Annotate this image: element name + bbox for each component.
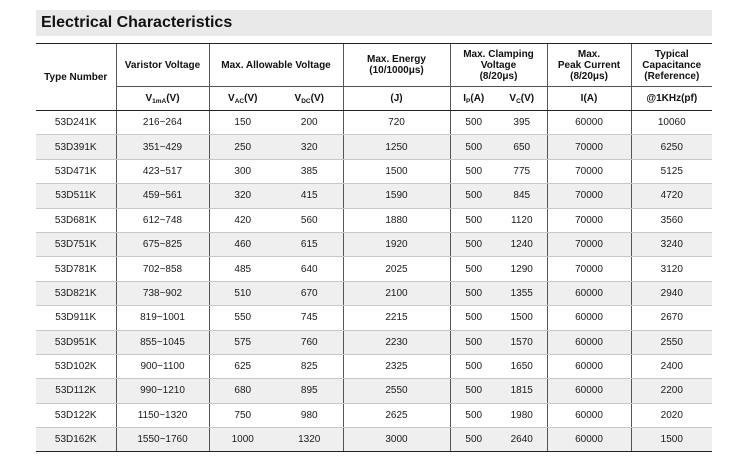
cell-ip: 500 xyxy=(450,257,497,281)
cell-type-number: 53D781K xyxy=(36,257,116,281)
cell-vdc: 320 xyxy=(276,135,343,159)
title-bar xyxy=(36,10,712,36)
unit-vdc: $V_{DC}(V)$ xyxy=(276,87,343,111)
cell-type-number: 53D821K xyxy=(36,281,116,305)
cell-vdc: 415 xyxy=(276,184,343,208)
table-row xyxy=(36,281,712,305)
cell-ip: 500 xyxy=(450,306,497,330)
cell-peak-current: 60000 xyxy=(547,306,631,330)
cell-vac: 1000 xyxy=(209,428,276,452)
cell-varistor-voltage: 1150~1320 xyxy=(116,403,209,427)
cell-vdc: 745 xyxy=(276,306,343,330)
unit-vac: $V_{AC}(V)$ xyxy=(209,87,276,111)
cell-ip: 500 xyxy=(450,208,497,232)
cell-type-number: 53D112K xyxy=(36,379,116,403)
header-max-peak-current xyxy=(547,44,631,87)
cell-type-number: 53D511K xyxy=(36,184,116,208)
cell-vc: 1650 xyxy=(497,354,547,378)
cell-vdc: 615 xyxy=(276,232,343,256)
cell-type-number: 53D162K xyxy=(36,428,116,452)
section-title: Electrical Characteristics xyxy=(41,14,233,31)
cell-varistor-voltage: 612~748 xyxy=(116,208,209,232)
cell-ip: 500 xyxy=(450,403,497,427)
cell-max-energy: 1590 xyxy=(343,184,450,208)
cell-peak-current: 70000 xyxy=(547,159,631,183)
cell-vdc: 1320 xyxy=(276,428,343,452)
cell-vac: 625 xyxy=(209,354,276,378)
header-cap-line1: Typical xyxy=(654,48,689,60)
header-clamp-line1: Max. Clamping xyxy=(463,48,534,60)
cell-type-number: 53D911K xyxy=(36,306,116,330)
table-row xyxy=(36,208,712,232)
cell-capacitance: 4720 xyxy=(631,184,712,208)
cell-varistor-voltage: 702~858 xyxy=(116,257,209,281)
cell-peak-current: 60000 xyxy=(547,379,631,403)
unit-vc: $V_C(V)$ xyxy=(497,87,547,111)
cell-capacitance: 2670 xyxy=(631,306,712,330)
cell-vc: 1290 xyxy=(497,257,547,281)
cell-max-energy: 2625 xyxy=(343,403,450,427)
cell-max-energy: 2100 xyxy=(343,281,450,305)
cell-vac: 460 xyxy=(209,232,276,256)
cell-vac: 575 xyxy=(209,330,276,354)
cell-max-energy: 2215 xyxy=(343,306,450,330)
cell-peak-current: 60000 xyxy=(547,403,631,427)
unit-peak-current: I(A) xyxy=(547,87,631,111)
table-body xyxy=(36,111,712,452)
cell-ip: 500 xyxy=(450,354,497,378)
cell-vc: 1120 xyxy=(497,208,547,232)
cell-type-number: 53D681K xyxy=(36,208,116,232)
cell-vc: 650 xyxy=(497,135,547,159)
unit-capacitance: @1KHz(pf) xyxy=(631,87,712,111)
cell-ip: 500 xyxy=(450,330,497,354)
cell-peak-current: 70000 xyxy=(547,232,631,256)
table-row xyxy=(36,354,712,378)
cell-varistor-voltage: 459~561 xyxy=(116,184,209,208)
cell-vac: 320 xyxy=(209,184,276,208)
cell-vc: 395 xyxy=(497,111,547,135)
cell-vdc: 560 xyxy=(276,208,343,232)
cell-vdc: 895 xyxy=(276,379,343,403)
cell-capacitance: 3240 xyxy=(631,232,712,256)
cell-vc: 1980 xyxy=(497,403,547,427)
cell-peak-current: 60000 xyxy=(547,330,631,354)
cell-vc: 1240 xyxy=(497,232,547,256)
cell-varistor-voltage: 819~1001 xyxy=(116,306,209,330)
table-row xyxy=(36,257,712,281)
header-clamp-line3: (8/20μs) xyxy=(479,70,518,82)
cell-type-number: 53D751K xyxy=(36,232,116,256)
header-max-energy-line2: (10/1000μs) xyxy=(369,65,424,76)
unit-ip: $I_P(A)$ xyxy=(450,87,497,111)
cell-max-energy: 720 xyxy=(343,111,450,135)
cell-vc: 775 xyxy=(497,159,547,183)
header-varistor-voltage: Varistor Voltage xyxy=(116,44,209,87)
cell-max-energy: 1880 xyxy=(343,208,450,232)
cell-peak-current: 60000 xyxy=(547,281,631,305)
cell-varistor-voltage: 675~825 xyxy=(116,232,209,256)
cell-type-number: 53D102K xyxy=(36,354,116,378)
header-typical-capacitance xyxy=(631,44,712,87)
cell-ip: 500 xyxy=(450,428,497,452)
cell-ip: 500 xyxy=(450,281,497,305)
header-peak-line2: Peak Current xyxy=(557,59,621,71)
cell-varistor-voltage: 738~902 xyxy=(116,281,209,305)
cell-max-energy: 2550 xyxy=(343,379,450,403)
cell-ip: 500 xyxy=(450,184,497,208)
cell-type-number: 53D122K xyxy=(36,403,116,427)
cell-vc: 1815 xyxy=(497,379,547,403)
cell-varistor-voltage: 351~429 xyxy=(116,135,209,159)
cell-vdc: 670 xyxy=(276,281,343,305)
cell-type-number: 53D471K xyxy=(36,159,116,183)
table-row xyxy=(36,135,712,159)
cell-vc: 1500 xyxy=(497,306,547,330)
cell-vac: 150 xyxy=(209,111,276,135)
cell-capacitance: 5125 xyxy=(631,159,712,183)
cell-vdc: 640 xyxy=(276,257,343,281)
cell-peak-current: 60000 xyxy=(547,428,631,452)
cell-varistor-voltage: 990~1210 xyxy=(116,379,209,403)
cell-max-energy: 1500 xyxy=(343,159,450,183)
cell-vc: 1355 xyxy=(497,281,547,305)
cell-capacitance: 2400 xyxy=(631,354,712,378)
cell-type-number: 53D951K xyxy=(36,330,116,354)
cell-varistor-voltage: 1550~1760 xyxy=(116,428,209,452)
table-row xyxy=(36,184,712,208)
header-type-number: Type Number xyxy=(36,44,116,111)
cell-peak-current: 70000 xyxy=(547,135,631,159)
cell-varistor-voltage: 423~517 xyxy=(116,159,209,183)
table-row xyxy=(36,306,712,330)
cell-capacitance: 6250 xyxy=(631,135,712,159)
cell-vc: 1570 xyxy=(497,330,547,354)
cell-max-energy: 2230 xyxy=(343,330,450,354)
cell-max-energy: 2325 xyxy=(343,354,450,378)
cell-peak-current: 70000 xyxy=(547,184,631,208)
cell-vdc: 825 xyxy=(276,354,343,378)
cell-type-number: 53D241K xyxy=(36,111,116,135)
unit-energy: (J) xyxy=(343,87,450,111)
cell-vdc: 980 xyxy=(276,403,343,427)
cell-capacitance: 3560 xyxy=(631,208,712,232)
cell-vc: 2640 xyxy=(497,428,547,452)
header-max-energy xyxy=(343,44,450,87)
cell-vdc: 200 xyxy=(276,111,343,135)
header-max-energy-line1: Max. Energy xyxy=(367,54,426,65)
cell-vac: 550 xyxy=(209,306,276,330)
cell-vac: 485 xyxy=(209,257,276,281)
table-row xyxy=(36,159,712,183)
cell-varistor-voltage: 216~264 xyxy=(116,111,209,135)
header-max-clamping-voltage xyxy=(450,44,547,87)
cell-max-energy: 1250 xyxy=(343,135,450,159)
cell-vc: 845 xyxy=(497,184,547,208)
cell-vac: 510 xyxy=(209,281,276,305)
cell-capacitance: 2940 xyxy=(631,281,712,305)
cell-ip: 500 xyxy=(450,111,497,135)
cell-capacitance: 10060 xyxy=(631,111,712,135)
cell-varistor-voltage: 900~1100 xyxy=(116,354,209,378)
cell-vac: 300 xyxy=(209,159,276,183)
table-header xyxy=(36,44,712,111)
cell-ip: 500 xyxy=(450,135,497,159)
table-row xyxy=(36,379,712,403)
cell-max-energy: 1920 xyxy=(343,232,450,256)
header-cap-line2: Capacitance xyxy=(642,59,702,71)
table-row xyxy=(36,403,712,427)
cell-type-number: 53D391K xyxy=(36,135,116,159)
cell-max-energy: 2025 xyxy=(343,257,450,281)
unit-v1ma: $V_{1mA}(V)$ xyxy=(116,87,209,111)
header-peak-line1: Max. xyxy=(577,48,601,60)
cell-vac: 680 xyxy=(209,379,276,403)
header-cap-line3: (Reference) xyxy=(644,70,700,82)
electrical-characteristics-table xyxy=(36,43,712,452)
cell-peak-current: 70000 xyxy=(547,208,631,232)
cell-vac: 250 xyxy=(209,135,276,159)
table-row xyxy=(36,232,712,256)
table-row xyxy=(36,428,712,452)
cell-vdc: 760 xyxy=(276,330,343,354)
cell-peak-current: 60000 xyxy=(547,111,631,135)
cell-peak-current: 60000 xyxy=(547,354,631,378)
header-clamp-line2: Voltage xyxy=(480,59,517,71)
cell-capacitance: 2020 xyxy=(631,403,712,427)
cell-vac: 420 xyxy=(209,208,276,232)
cell-vac: 750 xyxy=(209,403,276,427)
cell-max-energy: 3000 xyxy=(343,428,450,452)
cell-capacitance: 3120 xyxy=(631,257,712,281)
table-row xyxy=(36,330,712,354)
header-max-allowable-voltage: Max. Allowable Voltage xyxy=(209,44,343,87)
cell-ip: 500 xyxy=(450,232,497,256)
cell-vdc: 385 xyxy=(276,159,343,183)
cell-capacitance: 2550 xyxy=(631,330,712,354)
cell-capacitance: 1500 xyxy=(631,428,712,452)
cell-ip: 500 xyxy=(450,379,497,403)
cell-varistor-voltage: 855~1045 xyxy=(116,330,209,354)
cell-peak-current: 70000 xyxy=(547,257,631,281)
table-row xyxy=(36,111,712,135)
cell-capacitance: 2200 xyxy=(631,379,712,403)
cell-ip: 500 xyxy=(450,159,497,183)
header-peak-line3: (8/20μs) xyxy=(570,70,608,82)
